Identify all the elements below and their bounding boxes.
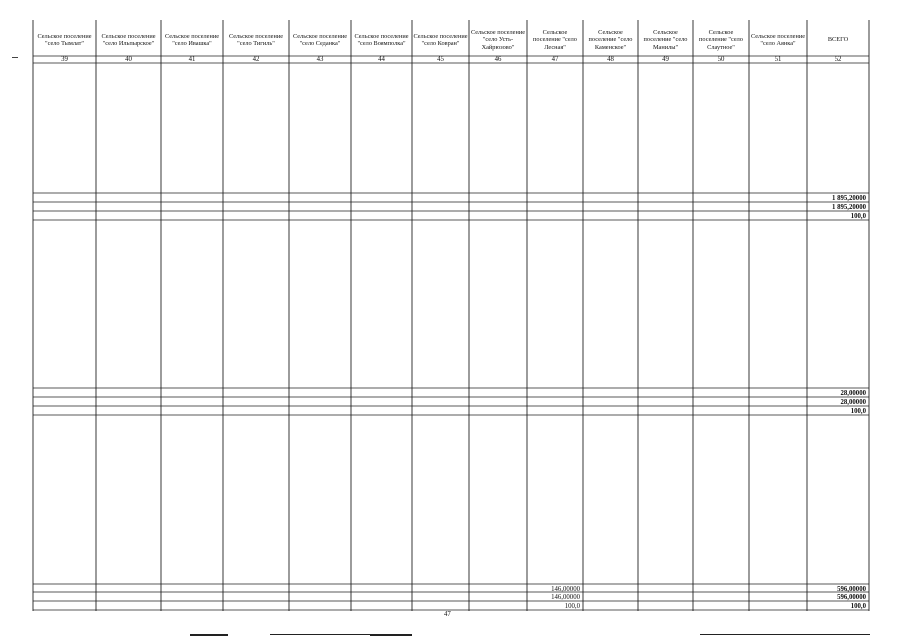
- header-col-50: Сельское поселение "село Слаутное": [699, 28, 743, 51]
- col-number-42: 42: [252, 56, 260, 63]
- header-col-51: Сельское поселение "село Аянка": [750, 32, 806, 47]
- header-col-41: Сельское поселение "село Ивашка": [164, 32, 220, 47]
- col-number-48: 48: [607, 56, 614, 63]
- section2-total: 28,00000: [840, 390, 866, 397]
- col-number-49: 49: [662, 56, 669, 63]
- col-number-50: 50: [717, 56, 725, 63]
- col-number-45: 45: [437, 56, 444, 63]
- footer-rule-2: [270, 634, 370, 635]
- header-col-44: Сельское поселение "село Воямполка": [354, 32, 409, 47]
- header-col-48: Сельское поселение "село Каменское": [588, 28, 633, 51]
- col-number-46: 46: [494, 56, 502, 63]
- section2-total-repeat: 28,00000: [840, 399, 866, 406]
- margin-mark: [12, 57, 18, 58]
- col-number-40: 40: [125, 56, 132, 63]
- section3-lesnaya-value: 146,00000: [551, 586, 580, 593]
- col-number-44: 44: [378, 56, 385, 63]
- col-number-43: 43: [316, 56, 324, 63]
- header-col-46: Сельское поселение "село Усть-Хайрюзово": [470, 28, 526, 51]
- section1-total: 1 895,20000: [832, 195, 866, 202]
- footer-rule-3: [370, 634, 412, 636]
- section3-lesnaya-percent: 100,0: [564, 603, 580, 610]
- header-col-42: Сельское поселение "село Тигиль": [228, 32, 284, 47]
- section3-total: 596,00000: [837, 586, 866, 593]
- header-col-39: Сельское поселение "село Тымлат": [37, 32, 92, 47]
- section1-total-repeat: 1 895,20000: [832, 204, 866, 211]
- header-col-47: Сельское поселение "село Лесная": [533, 28, 577, 51]
- section3-total-repeat: 596,00000: [837, 594, 866, 601]
- col-number-47: 47: [551, 56, 559, 63]
- section2-percent: 100,0: [850, 408, 866, 415]
- col-number-52: 52: [834, 56, 842, 63]
- header-col-49: Сельское поселение "село Манилы": [643, 28, 688, 51]
- page-number: 47: [444, 611, 451, 618]
- col-number-41: 41: [188, 56, 196, 63]
- col-number-51: 51: [774, 56, 782, 63]
- section3-percent: 100,0: [850, 603, 866, 610]
- header-col-45: Сельское поселение "село Ковран": [413, 32, 468, 47]
- footer-rule-4: [700, 634, 870, 635]
- section1-percent: 100,0: [850, 213, 866, 220]
- header-col-total: ВСЕГО: [827, 36, 849, 44]
- header-col-40: Сельское поселение "село Ильпырское": [101, 32, 156, 47]
- section3-lesnaya-value-repeat: 146,00000: [551, 594, 580, 601]
- col-number-39: 39: [61, 56, 68, 63]
- header-col-43: Сельское поселение "село Седанка": [292, 32, 348, 47]
- footer-rule-1: [190, 634, 228, 636]
